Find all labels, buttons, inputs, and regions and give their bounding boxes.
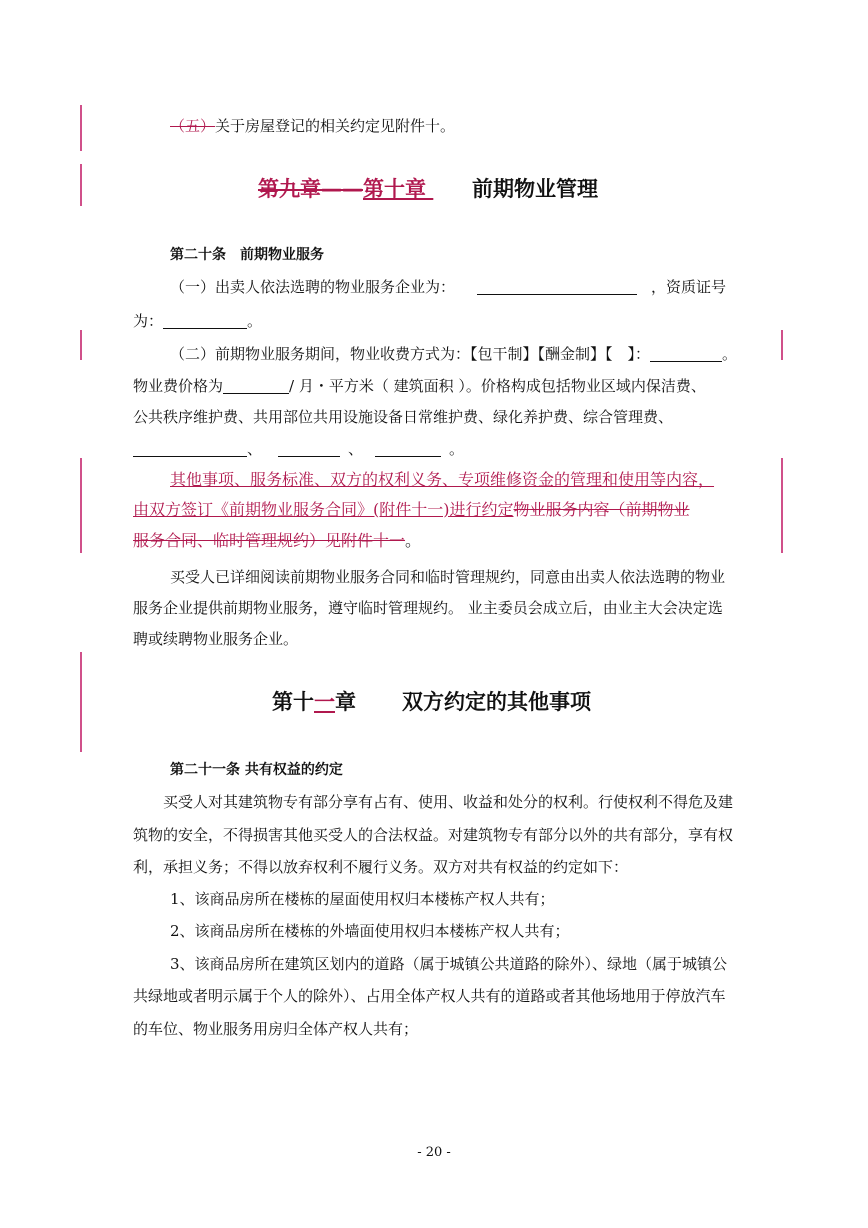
- paragraph-line: 公共秩序维护费、共用部位共用设施设备日常维护费、绿化养护费、综合管理费、: [133, 408, 674, 426]
- list-item: 的车位、物业服务用房归全体产权人共有；: [133, 1020, 419, 1038]
- text-span: （二）前期物业服务期间，物业收费方式为：【包干制】【酬金制】【 】：: [170, 345, 651, 363]
- fill-blank[interactable]: [133, 440, 247, 457]
- list-item: 3、该商品房所在建筑区划内的道路（属于城镇公共道路的除外）、绿地（属于城镇公: [170, 955, 728, 973]
- paragraph-line: 服务企业提供前期物业服务，遵守临时管理规约。 业主委员会成立后，由业主大会决定选: [133, 599, 723, 617]
- change-bar: [80, 330, 82, 360]
- text-span: 、: [348, 440, 364, 458]
- change-bar: [80, 164, 82, 206]
- paragraph-line: [170, 343, 737, 365]
- text-span: 。: [449, 440, 465, 458]
- housing-registration-line: [170, 115, 455, 137]
- text-span: 、: [247, 440, 263, 458]
- chapter-title: 双方约定的其他事项: [402, 690, 591, 714]
- paragraph-line: 买受人对其建筑物专有部分享有占有、使用、收益和处分的权利。行使权利不得危及建: [163, 793, 734, 811]
- list-item: 共绿地或者明示属于个人的除外）、占用全体产权人共有的道路或者其他场地用于停放汽车: [133, 987, 726, 1005]
- text-span: 。: [722, 345, 738, 363]
- revision-line: [133, 530, 421, 552]
- deleted-marker: （五）: [170, 117, 216, 135]
- revision-line: [133, 499, 690, 521]
- text-span: 。: [247, 312, 263, 330]
- fill-blank[interactable]: [163, 312, 247, 329]
- chapter-dash: ——: [321, 177, 363, 201]
- fill-blank[interactable]: [278, 440, 340, 457]
- change-bar: [781, 330, 783, 360]
- text-span: ，资质证号: [651, 278, 727, 296]
- chapter-heading: [258, 176, 598, 202]
- chapter-title: 前期物业管理: [472, 177, 598, 201]
- fill-blank[interactable]: [477, 278, 637, 295]
- change-bar: [781, 458, 783, 553]
- chapter-number-pre: 第十: [272, 690, 314, 714]
- article-heading: 第二十条 前期物业服务: [170, 247, 324, 263]
- change-bar: [80, 458, 82, 553]
- paragraph-line: [133, 438, 464, 460]
- fill-blank[interactable]: [223, 377, 289, 394]
- paragraph-line: [133, 310, 262, 332]
- deleted-text: 物业服务内容（前期物业: [513, 500, 690, 519]
- change-bar: [80, 652, 82, 752]
- paragraph-line: [170, 276, 726, 298]
- paragraph-line: 聘或续聘物业服务企业。: [133, 630, 299, 648]
- chapter-underline-gap: [426, 176, 472, 202]
- fill-blank[interactable]: [650, 345, 722, 362]
- inserted-text: 由双方签订《前期物业服务合同》(附件十一)进行约定: [133, 500, 514, 519]
- list-item: 2、该商品房所在楼栋的外墙面使用权归本楼栋产权人共有；: [170, 922, 570, 940]
- list-item: 1、该商品房所在楼栋的屋面使用权归本楼栋产权人共有；: [170, 890, 555, 908]
- paragraph-line: 买受人已详细阅读前期物业服务合同和临时管理规约，同意由出卖人依法选聘的物业: [170, 568, 726, 586]
- paragraph-line: [133, 375, 706, 397]
- page-number: - 20 -: [417, 1145, 451, 1160]
- paragraph-line: 筑物的安全，不得损害其他买受人的合法权益。对建筑物专有部分以外的共有部分，享有权: [133, 826, 734, 844]
- revision-line: 其他事项、服务标准、双方的权利义务、专项维修资金的管理和使用等内容，: [170, 470, 715, 489]
- chapter-number-post: 章: [335, 690, 356, 714]
- chapter-number-inserted: 一: [314, 690, 335, 714]
- text-span: 为：: [133, 312, 164, 330]
- chapter-old-number: 第九章: [258, 177, 321, 201]
- registration-text: 关于房屋登记的相关约定见附件十。: [215, 117, 456, 135]
- deleted-text: 服务合同、临时管理规约）见附件十一: [133, 531, 406, 550]
- article-heading: 第二十一条 共有权益的约定: [170, 762, 343, 778]
- fill-blank[interactable]: [375, 440, 441, 457]
- text-span: / 月・平方米（ 建筑面积 ）。价格构成包括物业区域内保洁费、: [289, 377, 706, 395]
- paragraph-line: 利，承担义务；不得以放弃权利不履行义务。双方对共有权益的约定如下：: [133, 858, 629, 876]
- change-bar: [80, 105, 82, 151]
- chapter-heading: [272, 689, 591, 715]
- chapter-new-number: 第十章: [363, 177, 426, 201]
- text-span: （一）出卖人依法选聘的物业服务企业为：: [170, 278, 456, 296]
- text-span: 物业费价格为: [133, 377, 224, 395]
- text-span: 。: [405, 531, 422, 550]
